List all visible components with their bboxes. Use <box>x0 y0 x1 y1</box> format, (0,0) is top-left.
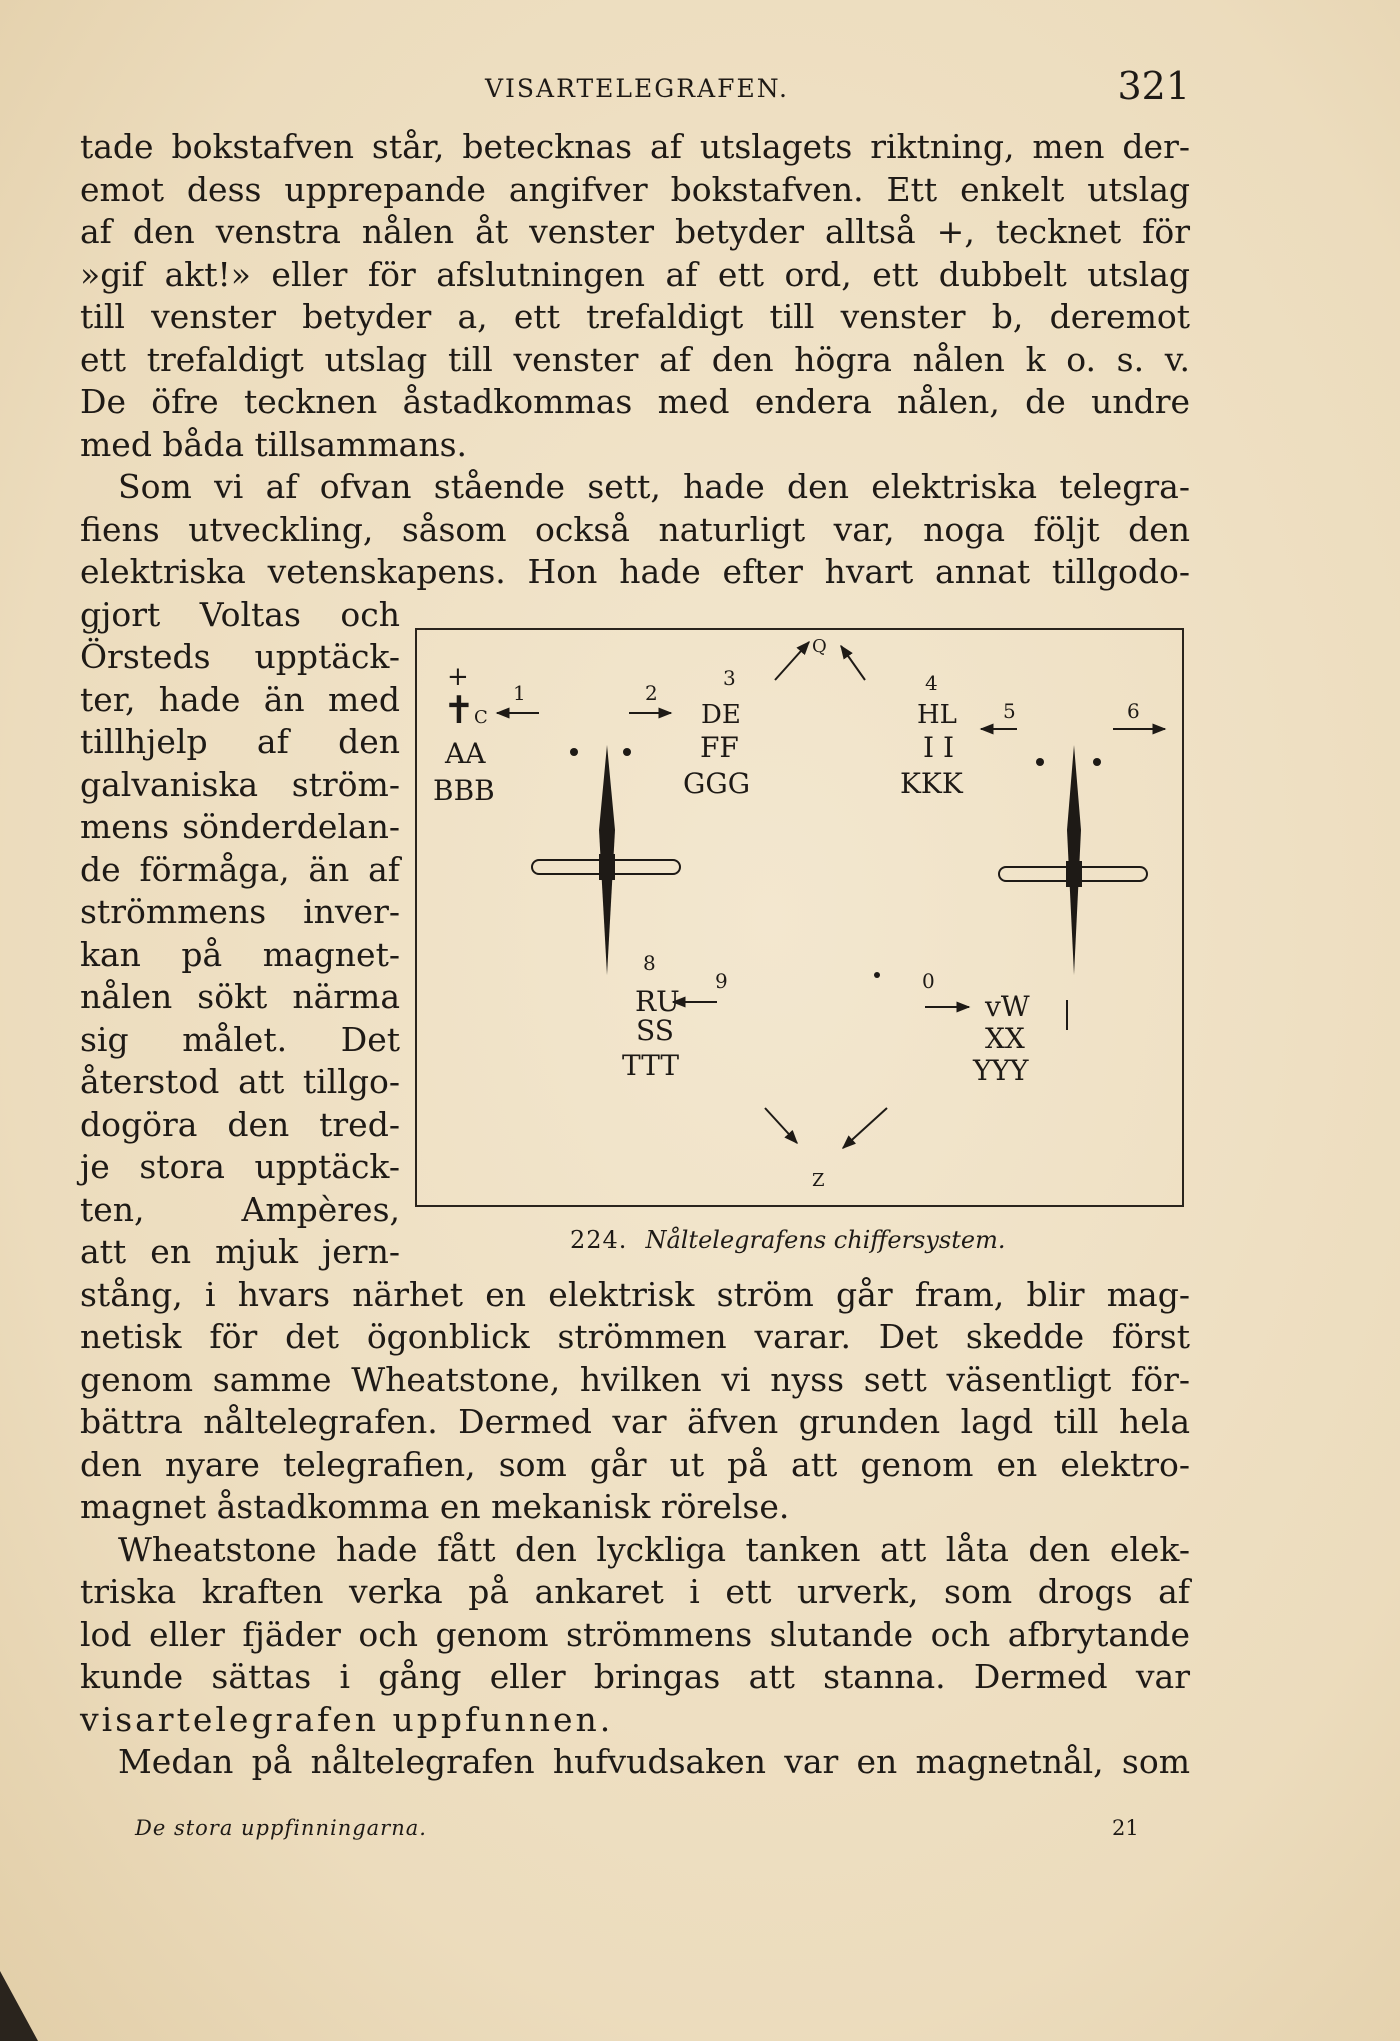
right-needle <box>1067 745 1081 975</box>
caption-title: Nåltelegrafens chiffersystem. <box>645 1226 1006 1254</box>
text-line: je stora upptäck- <box>80 1147 400 1186</box>
cipher-diagram <box>417 630 1182 1205</box>
text-line: att en mjuk jern- <box>80 1232 400 1271</box>
text-line: lod eller fjäder och genom strömmens slutande och afbrytande <box>80 1615 1190 1654</box>
label-ii: I I <box>923 731 955 764</box>
text-line: ter, hade än med <box>80 680 400 719</box>
text-line: galvaniska ström- <box>80 765 400 804</box>
label-kkk: KKK <box>900 767 963 800</box>
text-line: återstod att tillgo- <box>80 1062 400 1101</box>
text-line: stång, i hvars närhet en elektrisk ström går fram, blir mag- <box>80 1275 1190 1314</box>
label-yyy: YYY <box>973 1054 1029 1087</box>
text-line: Örsteds upptäck- <box>80 637 400 676</box>
text-line: kunde sättas i gång eller bringas att stanna. Dermed var <box>80 1657 1190 1696</box>
text-line: sig målet. Det <box>80 1020 400 1059</box>
text-line: strömmens inver- <box>80 892 400 931</box>
label-n6: 6 <box>1127 699 1140 723</box>
text-line: den nyare telegrafien, som går ut på att genom en elektro- <box>80 1445 1190 1484</box>
text-line: fiens utveckling, såsom också naturligt var, noga följt den <box>80 510 1190 549</box>
label-n9: 9 <box>715 969 728 993</box>
text-line: Som vi af ofvan stående sett, hade den elektriska telegra- <box>118 467 1190 506</box>
cross-symbol: ✝ <box>443 688 475 732</box>
text-line: bättra nåltelegrafen. Dermed var äfven grunden lagd till hela <box>80 1402 1190 1441</box>
label-de: DE <box>701 700 741 730</box>
page-corner-shadow <box>0 1971 38 2041</box>
text-line: gjort Voltas och <box>80 595 400 634</box>
text-line: Wheatstone hade fått den lyckliga tanken att låta den elek- <box>118 1530 1190 1569</box>
label-n1: 1 <box>513 681 526 705</box>
label-n4: 4 <box>925 671 938 695</box>
label-aa: AA <box>445 737 486 770</box>
label-ss: SS <box>636 1014 674 1047</box>
text-line: nålen sökt närma <box>80 977 400 1016</box>
figure-caption <box>570 1226 1005 1254</box>
label-z: Z <box>812 1170 825 1191</box>
plus-label: + <box>447 662 469 692</box>
page-header <box>80 64 1190 114</box>
text-line: visartelegrafen uppfunnen. <box>80 1700 614 1739</box>
text-line: tillhjelp af den <box>80 722 400 761</box>
text-line: med båda tillsammans. <box>80 425 467 464</box>
page-number: 321 <box>1117 64 1190 108</box>
label-ggg: GGG <box>683 767 751 800</box>
label-xx: XX <box>985 1022 1025 1055</box>
label-ff: FF <box>700 731 739 764</box>
text-line: af den venstra nålen åt venster betyder alltså +, tecknet för <box>80 212 1190 251</box>
right-crossbar <box>999 861 1147 887</box>
left-crossbar <box>532 854 680 880</box>
text-line: Medan på nåltelegrafen hufvudsaken var en magnetnål, som <box>118 1742 1190 1781</box>
text-line: elektriska vetenskapens. Hon hade efter hvart annat tillgodo- <box>80 552 1190 591</box>
label-n3: 3 <box>723 666 736 690</box>
label-ru: RU <box>635 985 680 1018</box>
label-n0: 0 <box>922 969 935 993</box>
arrow-q-right <box>841 646 865 680</box>
text-line: De öfre tecknen åstadkommas med endera nålen, de undre <box>80 382 1190 421</box>
arrow-z-left <box>765 1108 797 1143</box>
text-line: mens sönderdelan- <box>80 807 400 846</box>
text-line: emot dess upprepande angifver bokstafven. Ett enkelt utslag <box>80 170 1190 209</box>
label-n2: 2 <box>645 681 658 705</box>
text-line: magnet åstadkomma en mekanisk rörelse. <box>80 1487 790 1526</box>
caption-number: 224. <box>570 1226 628 1254</box>
footer-signature: 21 <box>1112 1816 1139 1840</box>
label-n8: 8 <box>643 951 656 975</box>
label-vw: vW <box>985 990 1030 1023</box>
arrow-q-left <box>775 642 809 680</box>
label-q: Q <box>812 636 827 657</box>
label-n5: 5 <box>1003 699 1016 723</box>
label-hl: HL <box>917 700 957 730</box>
text-line: ett trefaldigt utslag till venster af den högra nålen k o. s. v. <box>80 340 1190 379</box>
text-line: dogöra den tred- <box>80 1105 400 1144</box>
running-title: VISARTELEGRAFEN. <box>485 74 789 103</box>
text-line: ten, Ampères, <box>80 1190 400 1229</box>
label-c: C <box>474 707 488 728</box>
text-line: netisk för det ögonblick strömmen varar. Det skedde först <box>80 1317 1190 1356</box>
arrow-z-right <box>843 1108 887 1148</box>
text-line: kan på magnet- <box>80 935 400 974</box>
label-bbb: BBB <box>433 774 495 807</box>
text-line: triska kraften verka på ankaret i ett urverk, som drogs af <box>80 1572 1190 1611</box>
footer-book-title: De stora uppfinningarna. <box>135 1816 427 1840</box>
cipher-figure <box>415 628 1184 1207</box>
text-line: »gif akt!» eller för afslutningen af ett ord, ett dubbelt utslag <box>80 255 1190 294</box>
label-ttt: TTT <box>622 1049 680 1082</box>
text-line: tade bokstafven står, betecknas af utslagets riktning, men der- <box>80 127 1190 166</box>
text-line: de förmåga, än af <box>80 850 400 889</box>
text-line: till venster betyder a, ett trefaldigt till venster b, deremot <box>80 297 1190 336</box>
text-line: genom samme Wheatstone, hvilken vi nyss sett väsentligt för- <box>80 1360 1190 1399</box>
